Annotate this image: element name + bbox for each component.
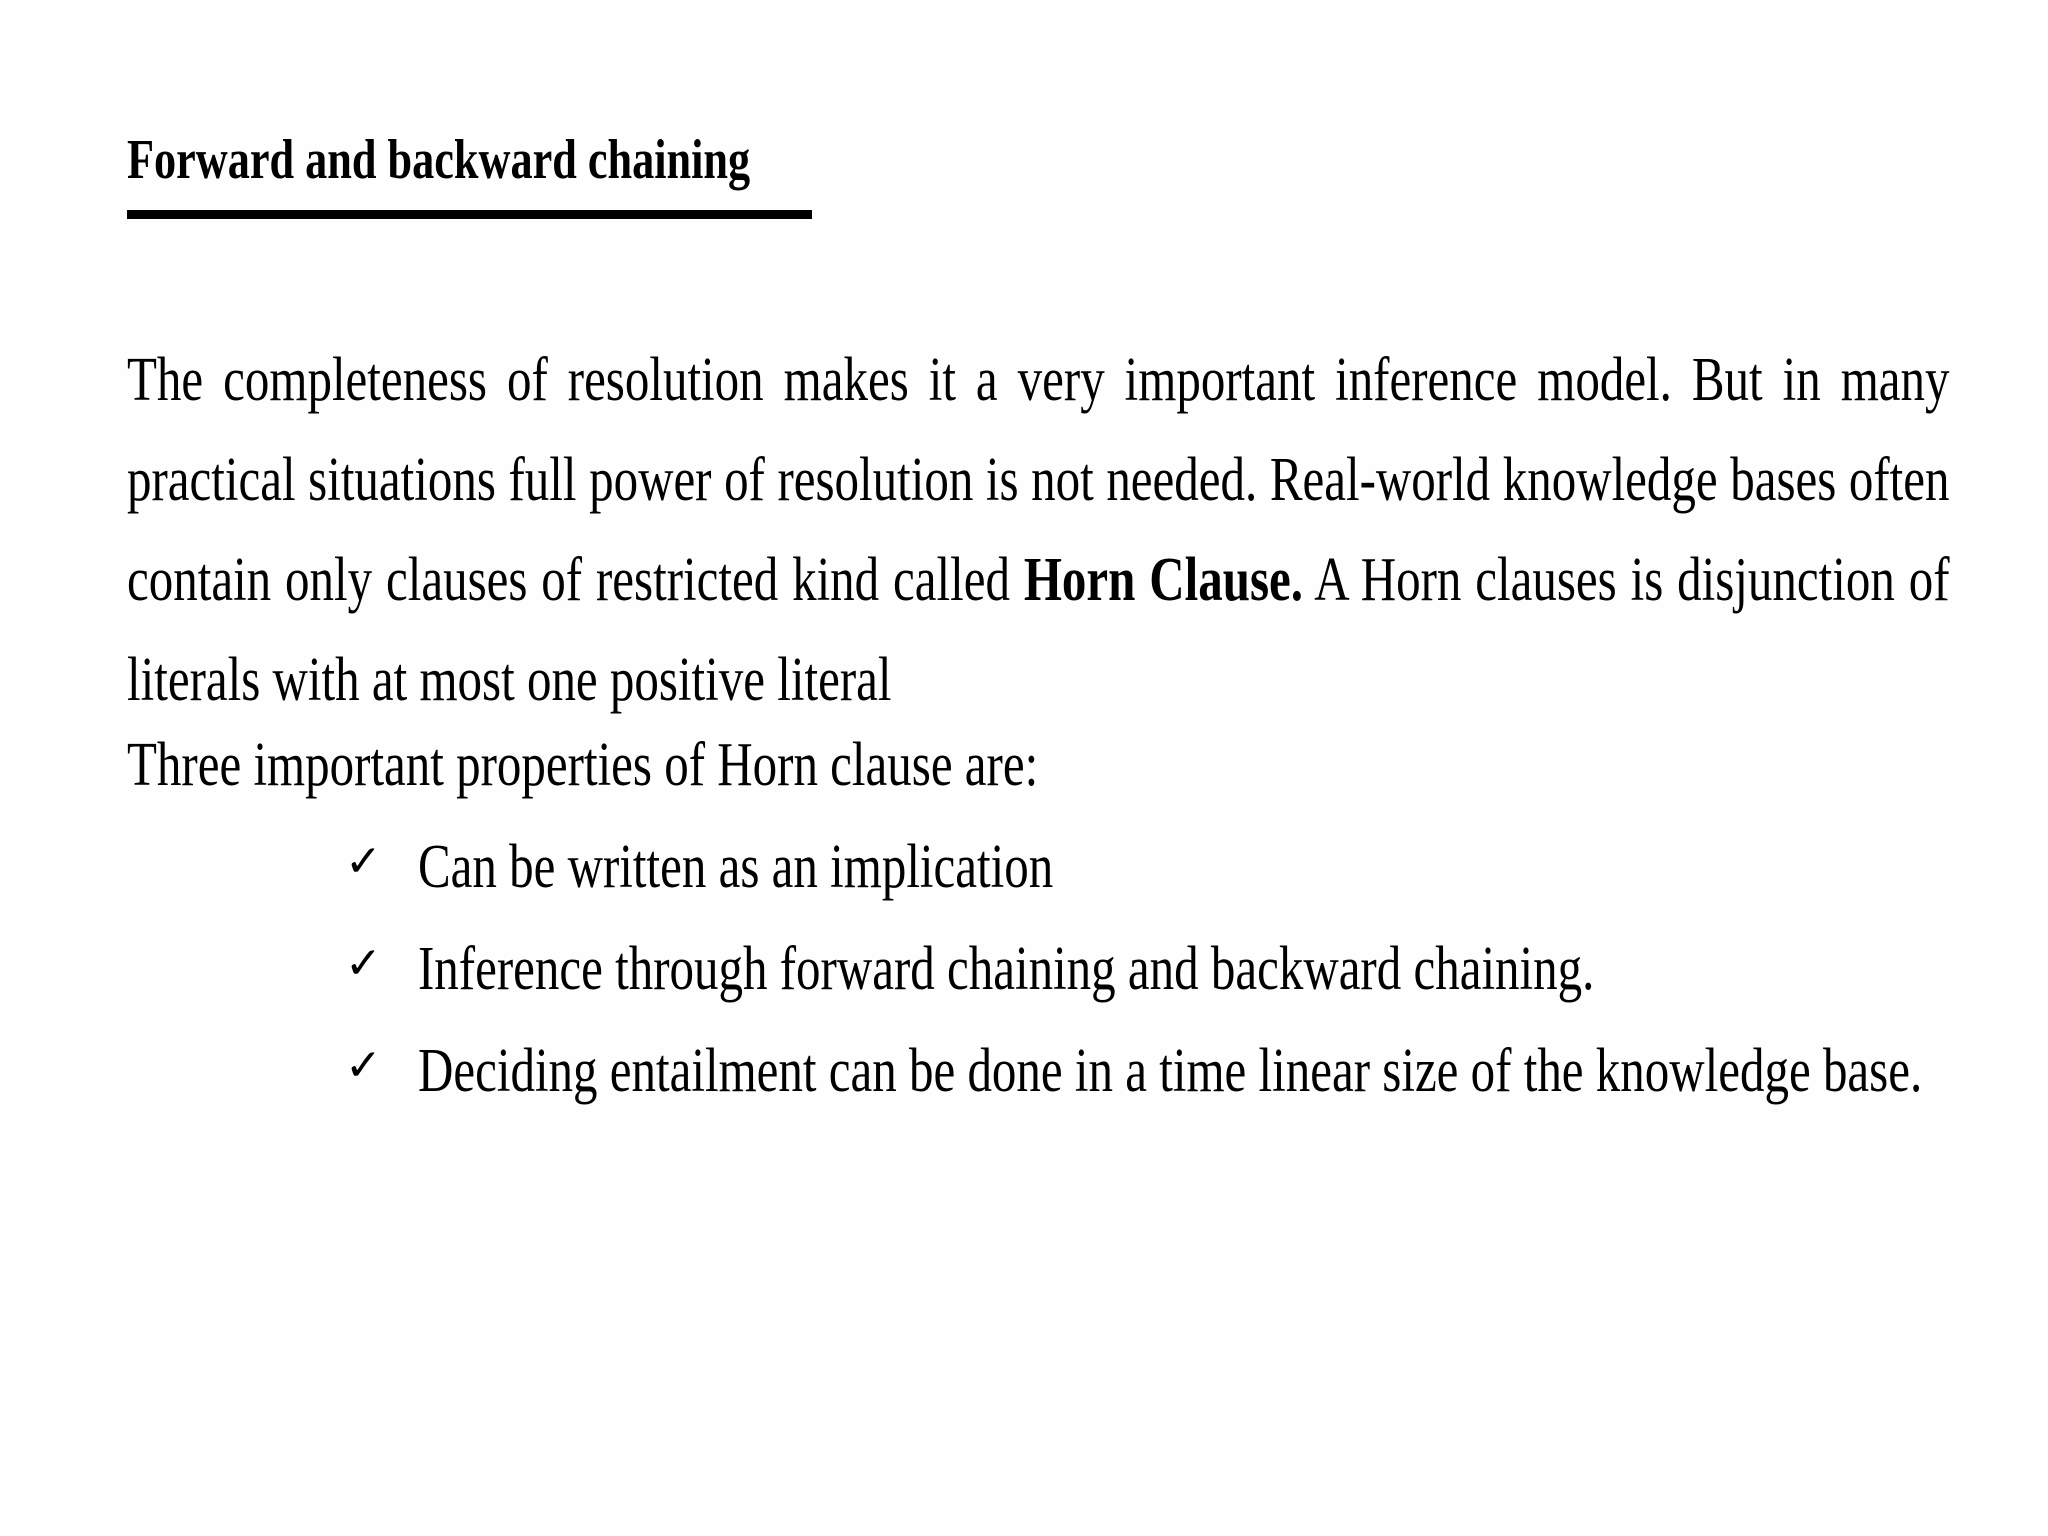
property-text: Deciding entailment can be done in a time linear size of the knowledge base. (418, 1037, 1923, 1105)
checkmark-icon: ✓ (345, 836, 382, 887)
paragraph-line-3-start: contain only clauses of restricted kind called (127, 546, 1024, 614)
paragraph-line-3-end: A Horn clauses is disjunction of (1303, 546, 1950, 614)
body-paragraph (127, 330, 1950, 730)
heading-underline (127, 210, 812, 219)
property-text: Can be written as an implication (418, 833, 1054, 901)
paragraph-line-3 (127, 530, 1950, 630)
paragraph-line-2: practical situations full power of resolution is not needed. Real-world knowledge bases often (127, 446, 1950, 514)
slide-heading: Forward and backward chaining (127, 129, 751, 191)
paragraph-line-4: literals with at most one positive literal (127, 646, 892, 714)
checkmark-icon: ✓ (345, 1040, 382, 1091)
paragraph-line-1: The completeness of resolution makes it a very important inference model. But in many (127, 346, 1950, 414)
property-text: Inference through forward chaining and backward chaining. (418, 935, 1595, 1003)
properties-intro: Three important properties of Horn clause are: (127, 731, 1039, 799)
checkmark-icon: ✓ (345, 938, 382, 989)
horn-clause-term: Horn Clause. (1023, 546, 1304, 614)
